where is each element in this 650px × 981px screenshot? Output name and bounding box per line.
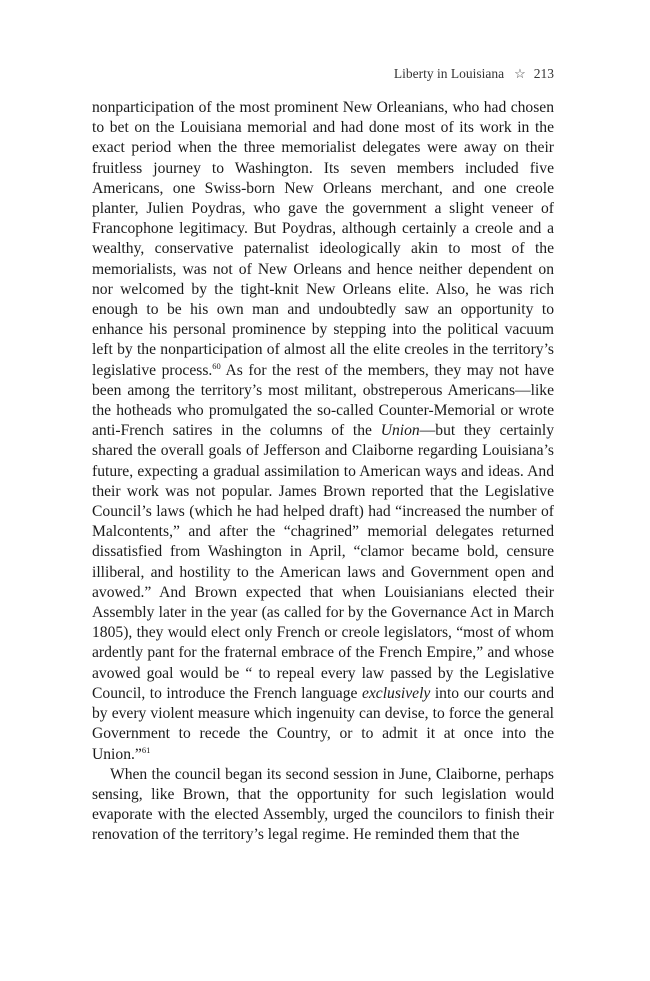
paragraph-2: When the council began its second session in June, Claiborne, perhaps sensing, like Brown, that the opportunity for such legislation would evaporate with the elected Assembly, urged the councilors to finish their renovation of the territory’s legal regime. He reminded them that the xyxy=(92,765,554,844)
union-title-italic: Union xyxy=(380,422,420,440)
running-title: Liberty in Louisiana xyxy=(393,66,505,81)
paragraph-1-text-b: As for the rest of the members, they may not have been among the territory’s most militant, obstreperous Americans—like the hotheads who promulgated the so-called Counter-Memorial or wrote anti-French satires in the columns of the xyxy=(92,361,554,440)
body-text xyxy=(92,98,554,846)
star-outline-icon: ☆ xyxy=(514,66,526,81)
paragraph-1-text-a: nonparticipation of the most prominent New Orleanians, who had chosen to bet on the Louisiana memorial and had done most of its work in the exact period when the three memorialist delegates were away on their fruitless journey to Washington. Its seven members included five Americans, one Swiss-born New Orleans merchant, and one creole planter, Julien Poydras, who gave the government a slight veneer of Francophone legitimacy. But Poydras, although certainly a creole and a wealthy, conservative paternalist ideologically akin to most of the memorialists, was not of New Orleans and hence neither dependent on nor welcomed by the tight-knit New Orleans elite. Also, he was rich enough to be his own man and undoubtedly saw an opportunity to enhance his personal prominence by stepping into the political vacuum left by the nonparticipation of almost all the elite creoles in the territory’s legislative process. xyxy=(92,99,554,379)
page-number: 213 xyxy=(533,66,554,81)
footnote-ref-60: 60 xyxy=(212,360,221,371)
paragraph-1-text-c: —but they certainly shared the overall goals of Jefferson and Claiborne regarding Louisiana’s future, expecting a gradual assimilation to American ways and ideas. And their work was not popular. James Brown reported that the Legislative Council’s laws (which he had helped draft) had “increased the number of Malcontents,” and after the “chagrined” memorial delegates returned dissatisfied from Washington in April, “clamor became bold, censure illiberal, and hostility to the American laws and Government open and avowed.” And Brown expected that when Louisianians elected their Assembly later in the year (as called for by the Governance Act in March 1805), they would elect only French or creole legislators, “most of whom ardently pant for the fraternal embrace of the French Empire,” and whose avowed goal would be “ to repeal every law passed by the Legislative Council, to introduce the French language xyxy=(92,422,554,702)
footnote-ref-61: 61 xyxy=(141,744,151,755)
paragraph-1 xyxy=(92,98,554,765)
exclusively-italic: exclusively xyxy=(361,684,431,702)
running-head xyxy=(394,66,554,82)
paragraph-1-text-d: into our courts and by every violent measure which ingenuity can devise, to force the general Government to recede the Country, or to admit it at once into the Union.” xyxy=(92,684,554,763)
